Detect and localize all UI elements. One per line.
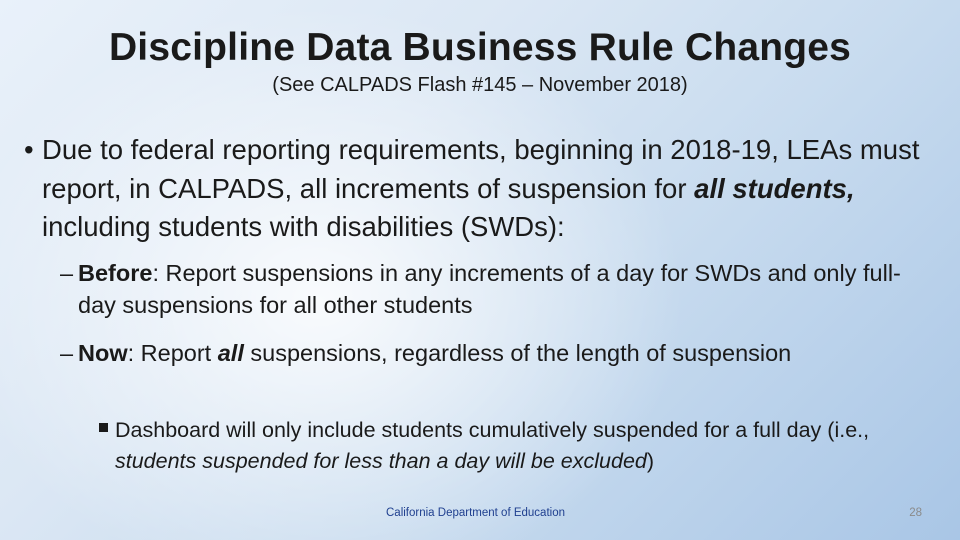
- main-bullet-text-a: Due to federal reporting requirements, beginning in 2018-19, LEAs must report, in CALPADS, all increments of suspension for: [42, 134, 920, 204]
- footer-org: California Department of Education: [386, 507, 565, 519]
- sub-bullet-emphasis: students suspended for less than a day will be excluded: [115, 449, 647, 473]
- square-bullet-icon: [99, 423, 108, 432]
- before-text: : Report suspensions in any increments of a day for SWDs and only full-day suspensions for all other students: [78, 260, 901, 318]
- now-label: Now: [78, 340, 128, 366]
- main-bullet-text-b: including students with disabilities (SWDs):: [42, 211, 565, 242]
- sub-bullet-text-a: Dashboard will only include students cumulatively suspended for a full day (i.e.,: [115, 418, 870, 442]
- dash-marker: –: [60, 260, 74, 286]
- slide-subtitle: (See CALPADS Flash #145 – November 2018): [272, 74, 688, 96]
- before-label: Before: [78, 260, 153, 286]
- now-text-a: : Report: [127, 340, 218, 366]
- main-bullet-emphasis: all students,: [694, 172, 855, 204]
- slide-title: Discipline Data Business Rule Changes: [108, 26, 852, 69]
- now-bullet: [60, 337, 928, 369]
- page-number: 28: [909, 507, 922, 519]
- bullet-marker: •: [24, 134, 34, 165]
- sub-bullet-text-b: ): [646, 449, 655, 473]
- main-bullet: [24, 131, 932, 247]
- now-text-b: suspensions, regardless of the length of suspension: [243, 340, 792, 366]
- dash-marker: –: [60, 340, 74, 366]
- before-bullet: [60, 257, 928, 321]
- dashboard-sub-bullet: [115, 415, 935, 477]
- now-emphasis: all: [217, 340, 244, 366]
